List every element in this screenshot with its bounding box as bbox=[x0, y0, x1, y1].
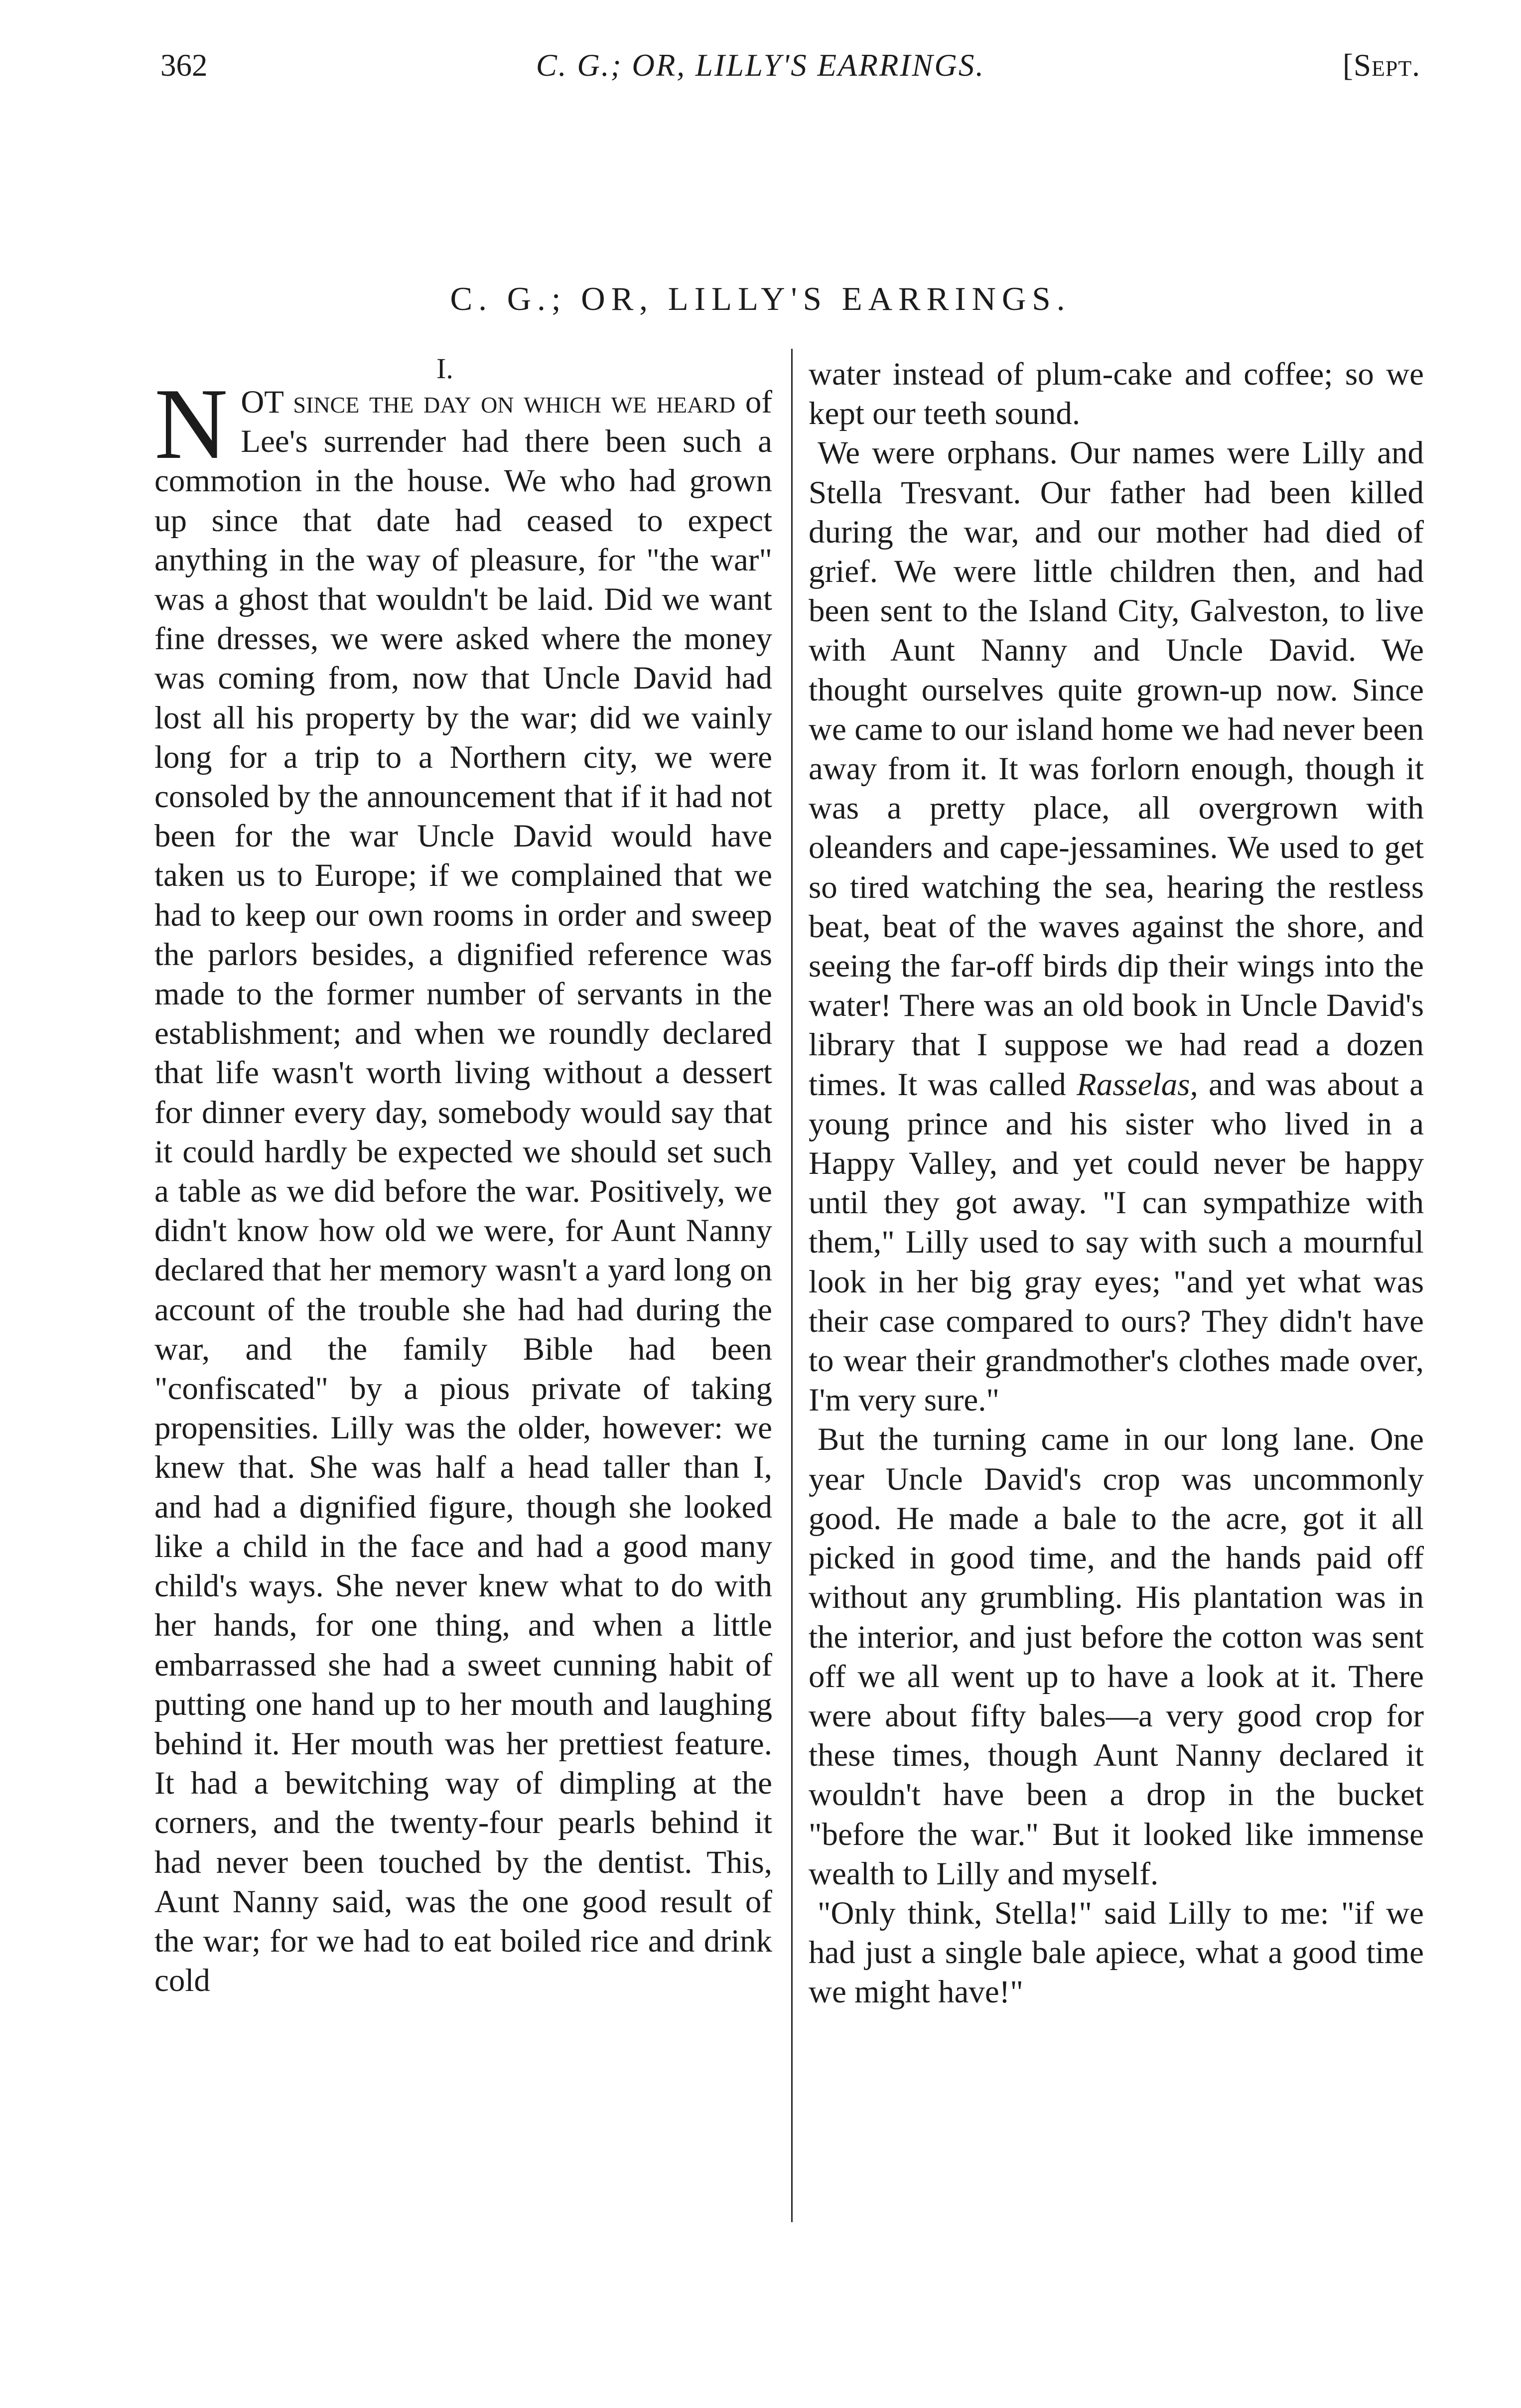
book-title: Rasselas, bbox=[1077, 1066, 1198, 1103]
paragraph-turning: But the turning came in our long lane. One year Uncle David's crop was uncommonly good. He made a bale to the acre, got it all picked in good time, and the hands paid off without any grumbling. His plantation was in the interior, and just before the cotton was sent off we all went up to have a look at it. There were about fifty bales—a very good crop for these times, though Aunt Nanny declared it wouldn't have been a drop in the bucket "before the war." But it looked like immense wealth to Lilly and myself. bbox=[809, 1421, 1424, 1892]
paragraph-orphans bbox=[809, 433, 1424, 1420]
lead-words: OT since the day on which we heard bbox=[241, 384, 736, 420]
opening-paragraph bbox=[154, 368, 773, 2000]
drop-cap: N bbox=[154, 368, 228, 480]
running-title: C. G.; OR, LILLY'S EARRINGS. bbox=[536, 48, 985, 83]
running-month: [Sept. bbox=[1343, 48, 1420, 83]
article-title: C. G.; OR, LILLY'S EARRINGS. bbox=[450, 281, 1071, 317]
left-column bbox=[154, 352, 773, 2000]
paragraph-dialogue: "Only think, Stella!" said Lilly to me: "if we had just a single bale apiece, what a good time we might have!" bbox=[809, 1895, 1424, 2010]
column-divider bbox=[791, 349, 793, 2222]
running-head bbox=[0, 43, 1521, 88]
section-number: I. bbox=[436, 352, 453, 385]
continued-paragraph: water instead of plum-cake and coffee; so we kept our teeth sound. bbox=[809, 356, 1424, 432]
right-column bbox=[809, 355, 1424, 2012]
page-number: 362 bbox=[160, 48, 208, 83]
paragraph-text: and was about a young prince and his sister who lived in a Happy Valley, and yet could never be happy until they got away. "I can sympathize with them," Lilly used to say with such a mournful look in her big gray eyes; "and yet what was their case compared to ours? They didn't have to wear their grandmother's clothes made over, I'm very sure." bbox=[809, 1066, 1424, 1418]
paragraph-text: of Lee's surrender had there been such a commotion in the house. We who had grown up since that date had ceased to expect anything in the way of pleasure, for "the war" was a ghost that wouldn't be laid. Did we want fine dresses, we were asked where the money was coming from, now that Uncle David had lost all his property by the war; did we vainly long for a trip to a Northern city, we were consoled by the announcement that if it had not been for the war Uncle David would have taken us to Europe; if we complained that we had to keep our own rooms in order and sweep the parlors besides, a dignified reference was made to the former number of servants in the establishment; and when we roundly declared that life wasn't worth living without a dessert for dinner every day, somebody would say that it could hardly be expected we should set such a table as we did before the war. Positively, we didn't know how old we were, for Aunt Nanny declared that her memory wasn't a yard long on account of the trouble she had had during the war, and the family Bible had been "confiscated" by a pious private of taking propensities. Lilly was the older, however: we knew that. She was half a head taller than I, and had a dignified figure, though she looked like a child in the face and had a good many child's ways. She never knew what to do with her hands, for one thing, and when a little embarrassed she had a sweet cunning habit of putting one hand up to her mouth and laughing behind it. Her mouth was her prettiest feature. It had a bewitching way of dimpling at the corners, and the twenty-four pearls behind it had never been touched by the dentist. This, Aunt Nanny said, was the one good result of the war; for we had to eat boiled rice and drink cold bbox=[154, 384, 773, 1999]
paragraph-text: We were orphans. Our names were Lilly and Stella Tresvant. Our father had been killed during the war, and our mother had died of grief. We were little children then, and had been sent to the Island City, Galveston, to live with Aunt Nanny and Uncle David. We thought ourselves quite grown-up now. Since we came to our island home we had never been away from it. It was forlorn enough, though it was a pretty place, all overgrown with oleanders and cape-jessamines. We used to get so tired watching the sea, hearing the restless beat, beat of the waves against the shore, and seeing the far-off birds dip their wings into the water! There was an old book in Uncle David's library that I suppose we had read a dozen times. It was called bbox=[809, 435, 1424, 1103]
